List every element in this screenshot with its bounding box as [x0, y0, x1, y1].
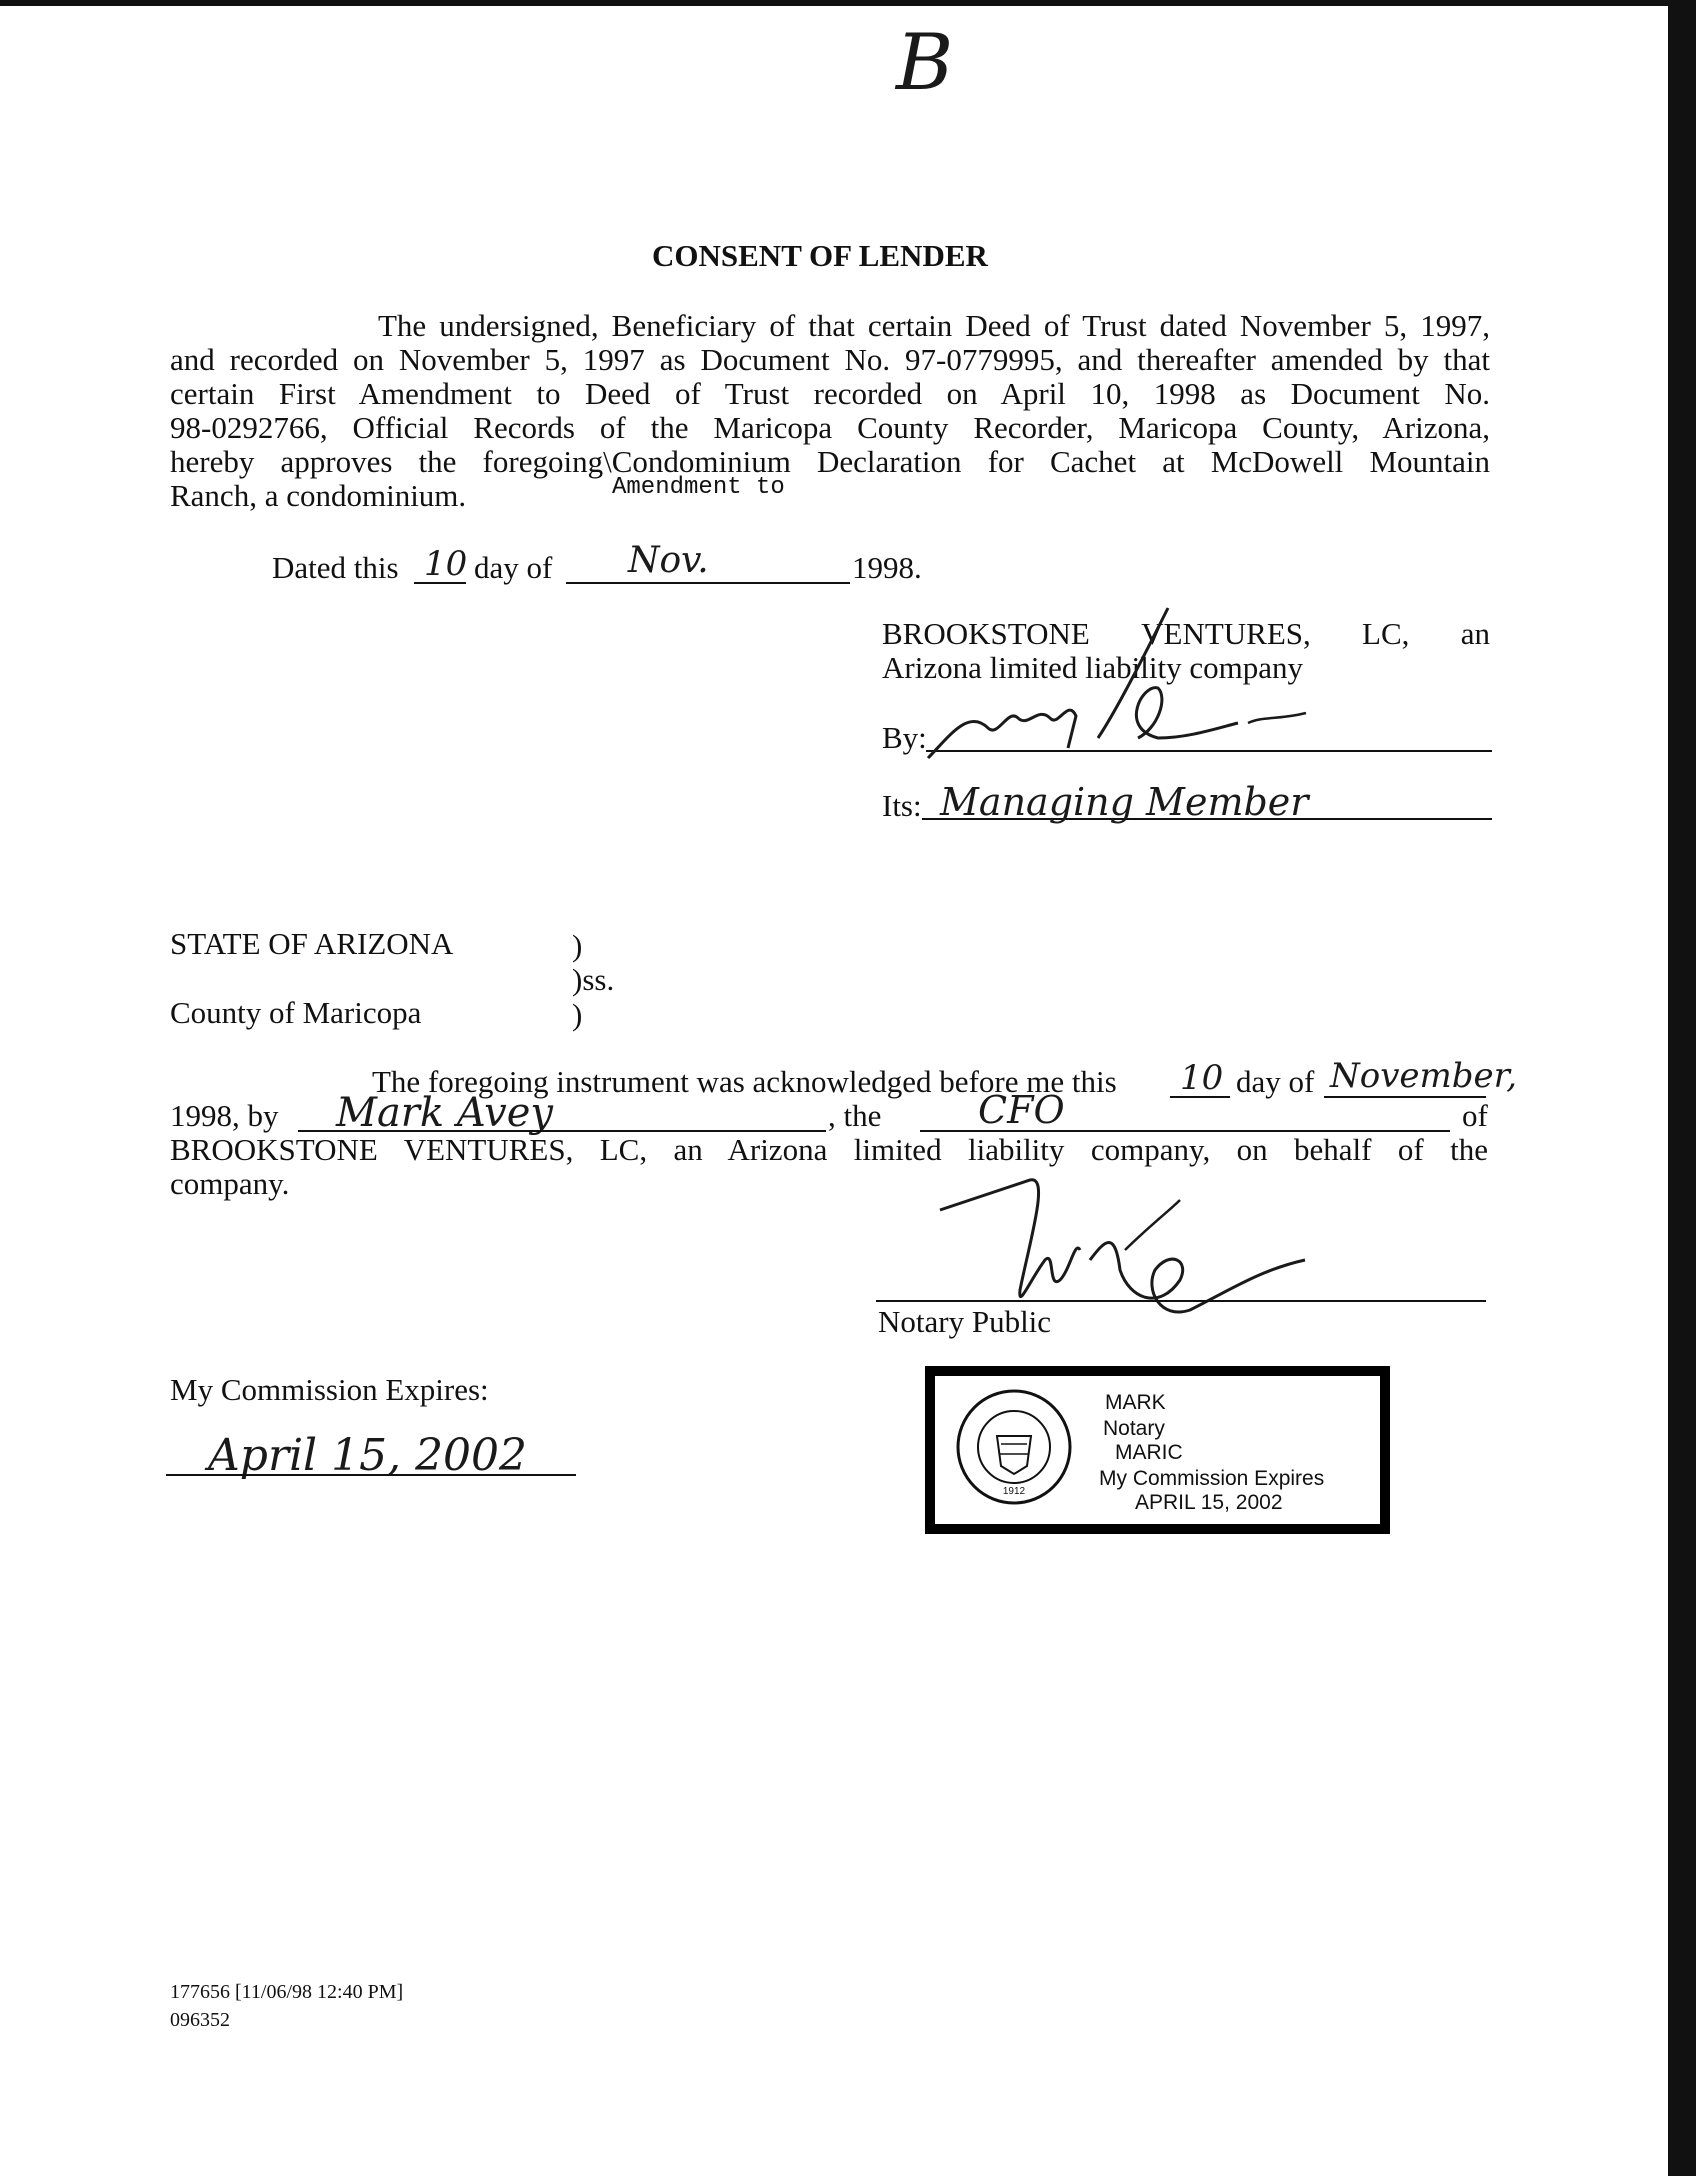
notary-stamp	[925, 1366, 1390, 1534]
its-value: Managing Member	[940, 780, 1309, 824]
venue-paren-2: )	[572, 997, 583, 1032]
ack-month: November,	[1330, 1056, 1517, 1096]
commission-label: My Commission Expires:	[170, 1372, 489, 1407]
its-label: Its:	[882, 788, 922, 823]
ack-the: , the	[828, 1098, 882, 1133]
dated-month-rule	[566, 582, 850, 584]
venue-county: County of Maricopa	[170, 995, 422, 1030]
page-mark: B	[896, 18, 954, 108]
insertion-typed: Amendment to	[612, 474, 785, 501]
commission-rule	[166, 1474, 576, 1476]
body-line-2: and recorded on November 5, 1997 as Document No. 97-0779995, and thereafter amended by that	[170, 342, 1490, 377]
commission-date: April 15, 2002	[208, 1430, 528, 1481]
dated-middle: day of	[474, 550, 553, 585]
notary-public-label: Notary Public	[878, 1304, 1052, 1339]
dated-day: 10	[424, 544, 468, 584]
dated-prefix: Dated this	[272, 550, 399, 585]
ack-of: of	[1462, 1098, 1488, 1133]
stamp-line-2: Notary	[1103, 1417, 1165, 1440]
scan-right-edge	[1668, 0, 1696, 2176]
footer-line-2: 096352	[170, 2009, 230, 2031]
venue-paren-1: )	[572, 928, 583, 963]
dated-year: 1998.	[852, 550, 922, 585]
signatory-line-2: Arizona limited liability company	[882, 650, 1303, 685]
stamp-line-3: MARIC	[1115, 1441, 1183, 1464]
dated-day-rule	[414, 582, 466, 584]
body-line-4: 98-0292766, Official Records of the Maricopa County Recorder, Maricopa County, Arizona,	[170, 410, 1490, 445]
ack-day-of: day of	[1236, 1064, 1315, 1099]
body-line-6: Ranch, a condominium.	[170, 478, 467, 513]
signatory-word-4: an	[1460, 616, 1490, 651]
ack-day: 10	[1180, 1058, 1224, 1098]
stamp-line-1: MARK	[1105, 1391, 1166, 1414]
ack-title: CFO	[978, 1088, 1065, 1132]
stamp-line-4: My Commission Expires	[1099, 1467, 1325, 1490]
body-line-5: hereby approves the foregoing\Condominium Declaration for Cachet at McDowell Mountain	[170, 444, 1490, 479]
notary-signature-rule	[876, 1300, 1486, 1302]
state-seal-icon	[955, 1388, 1073, 1506]
page-title: CONSENT OF LENDER	[652, 238, 988, 273]
venue-state: STATE OF ARIZONA	[170, 926, 454, 961]
signatory-word-3: LC,	[1362, 616, 1410, 651]
ack-day-rule	[1170, 1096, 1230, 1098]
ack-line-1-prefix: The foregoing instrument was acknowledged before me this	[372, 1064, 1117, 1099]
svg-text:1912: 1912	[1002, 1486, 1026, 1497]
dated-month: Nov.	[628, 540, 709, 581]
body-line-1: The undersigned, Beneficiary of that certain Deed of Trust dated November 5, 1997,	[378, 308, 1490, 343]
body-line-3: certain First Amendment to Deed of Trust recorded on April 10, 1998 as Document No.	[170, 376, 1490, 411]
venue-ss: )ss.	[572, 962, 615, 997]
scan-top-edge	[0, 0, 1696, 6]
signatory-word-1: BROOKSTONE	[882, 616, 1090, 651]
by-label: By:	[882, 720, 927, 755]
ack-line-4: company.	[170, 1166, 290, 1201]
ack-line-3: BROOKSTONE VENTURES, LC, an Arizona limited liability company, on behalf of the	[170, 1132, 1488, 1167]
footer-line-1: 177656 [11/06/98 12:40 PM]	[170, 1981, 404, 2003]
ack-signer-name: Mark Avey	[336, 1090, 554, 1136]
stamp-line-5: APRIL 15, 2002	[1135, 1491, 1283, 1514]
signatory-word-2: VENTURES,	[1141, 616, 1311, 651]
ack-line-2-year-by: 1998, by	[170, 1098, 279, 1133]
by-signature	[918, 588, 1318, 778]
